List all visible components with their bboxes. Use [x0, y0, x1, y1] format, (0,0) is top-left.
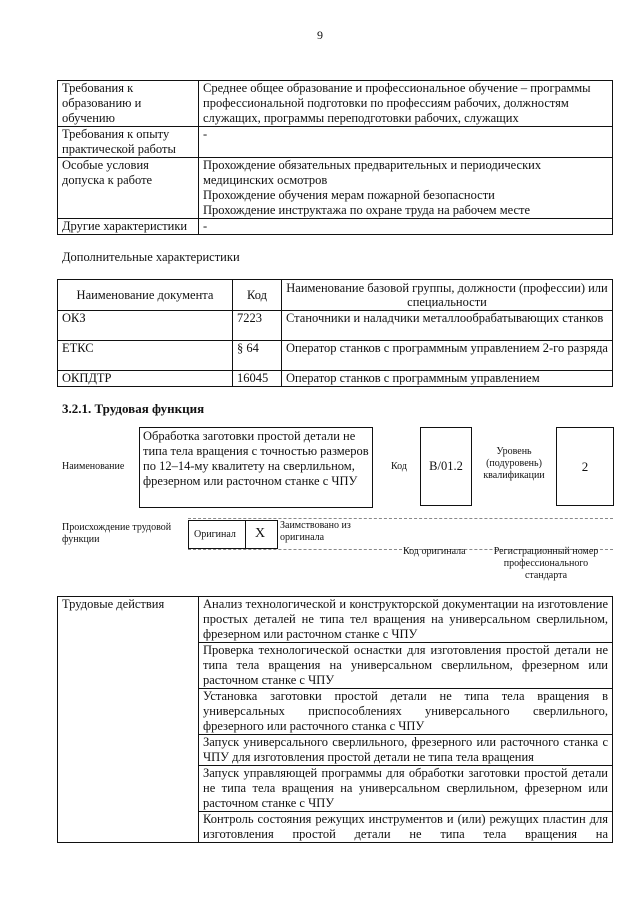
qualification-level: 2	[556, 427, 614, 506]
function-name: Обработка заготовки простой детали не типа тела вращения с точностью размеров по 12–14-му квалитету на сверлильном, фрезерном или расточном станке с ЧПУ	[139, 427, 373, 508]
name-cell: Станочники и наладчики металлообрабатывающих станков	[282, 311, 613, 341]
other-value: -	[199, 219, 613, 235]
column-header: Наименование документа	[58, 280, 233, 311]
actions-label: Трудовые действия	[58, 597, 199, 843]
conditions-value	[199, 158, 613, 219]
conditions-label: Особые условия допуска к работе	[58, 158, 199, 219]
column-header: Код	[233, 280, 282, 311]
original-label: Оригинал	[194, 529, 236, 540]
table-row	[58, 81, 613, 127]
divider	[245, 521, 246, 548]
table-row	[58, 127, 613, 158]
original-mark: X	[255, 526, 266, 541]
origin-box	[188, 520, 278, 549]
borrowed-label: Заимствовано из оригинала	[280, 520, 351, 543]
additional-table	[57, 279, 613, 387]
additional-heading: Дополнительные характеристики	[62, 250, 240, 264]
action-item: Анализ технологической и конструкторской документации на изготовление простых деталей не типа тел вращения на универсальном сверлильном, фрезерном или расточном станке с ЧПУ	[199, 597, 613, 643]
action-item: Установка заготовки простой детали не типа тела вращения в универсальных приспособлениях универсального сверлильного, фрезерного или расточного станка с ЧПУ	[199, 689, 613, 735]
divider	[188, 518, 613, 519]
table-row	[58, 371, 613, 387]
doc-cell: ОКЗ	[58, 311, 233, 341]
section-title: 3.2.1. Трудовая функция	[62, 401, 205, 416]
name-label: Наименование	[62, 461, 125, 472]
other-label: Другие характеристики	[58, 219, 199, 235]
condition-item: Прохождение инструктажа по охране труда на рабочем месте	[203, 203, 531, 217]
code-cell: 16045	[233, 371, 282, 387]
experience-value: -	[199, 127, 613, 158]
table-header-row	[58, 280, 613, 311]
experience-label: Требования к опыту практической работы	[58, 127, 199, 158]
code-cell: § 64	[233, 341, 282, 371]
column-header: Наименование базовой группы, должности (профессии) или специальности	[282, 280, 613, 311]
table-row	[58, 219, 613, 235]
table-row	[58, 341, 613, 371]
reg-number-label: Регистрационный номер профессионального стандарта	[493, 546, 599, 581]
condition-item: Прохождение обучения мерам пожарной безопасности	[203, 188, 495, 202]
action-item: Контроль состояния режущих инструментов и (или) режущих пластин для изготовления простой детали не типа тела вращения на	[199, 812, 613, 843]
code-cell: 7223	[233, 311, 282, 341]
education-label: Требования к образованию и обучению	[58, 81, 199, 127]
doc-cell: ЕТКС	[58, 341, 233, 371]
code-label: Код	[391, 461, 407, 472]
code-original-label: Код оригинала	[403, 546, 466, 557]
function-code: B/01.2	[420, 427, 472, 506]
requirements-table	[57, 80, 613, 235]
level-label: Уровень (подуровень) квалификации	[483, 446, 545, 481]
actions-table	[57, 596, 613, 843]
table-row	[58, 311, 613, 341]
condition-item: Прохождение обязательных предварительных и периодических медицинских осмотров	[203, 158, 542, 187]
action-item: Запуск универсального сверлильного, фрезерного или расточного станка с ЧПУ для изготовления простой детали не типа тела вращения	[199, 735, 613, 766]
doc-cell: ОКПДТР	[58, 371, 233, 387]
action-item: Проверка технологической оснастки для изготовления простой детали не типа тела вращения на универсальном сверлильном, фрезерном или расточном станке с ЧПУ	[199, 643, 613, 689]
origin-label: Происхождение трудовой функции	[62, 522, 172, 545]
name-cell: Оператор станков с программным управлением 2-го разряда	[282, 341, 613, 371]
education-value: Среднее общее образование и профессиональное обучение – программы профессиональной подготовки по профессиям рабочих, должностям служащих, программы переподготовки рабочих, служащих	[199, 81, 613, 127]
name-cell: Оператор станков с программным управлением	[282, 371, 613, 387]
table-row	[58, 597, 613, 643]
table-row	[58, 158, 613, 219]
action-item: Запуск управляющей программы для обработки заготовки простой детали не типа тела вращения на универсальном сверлильном, фрезерном или расточном станке с ЧПУ	[199, 766, 613, 812]
page-number: 9	[317, 28, 323, 42]
